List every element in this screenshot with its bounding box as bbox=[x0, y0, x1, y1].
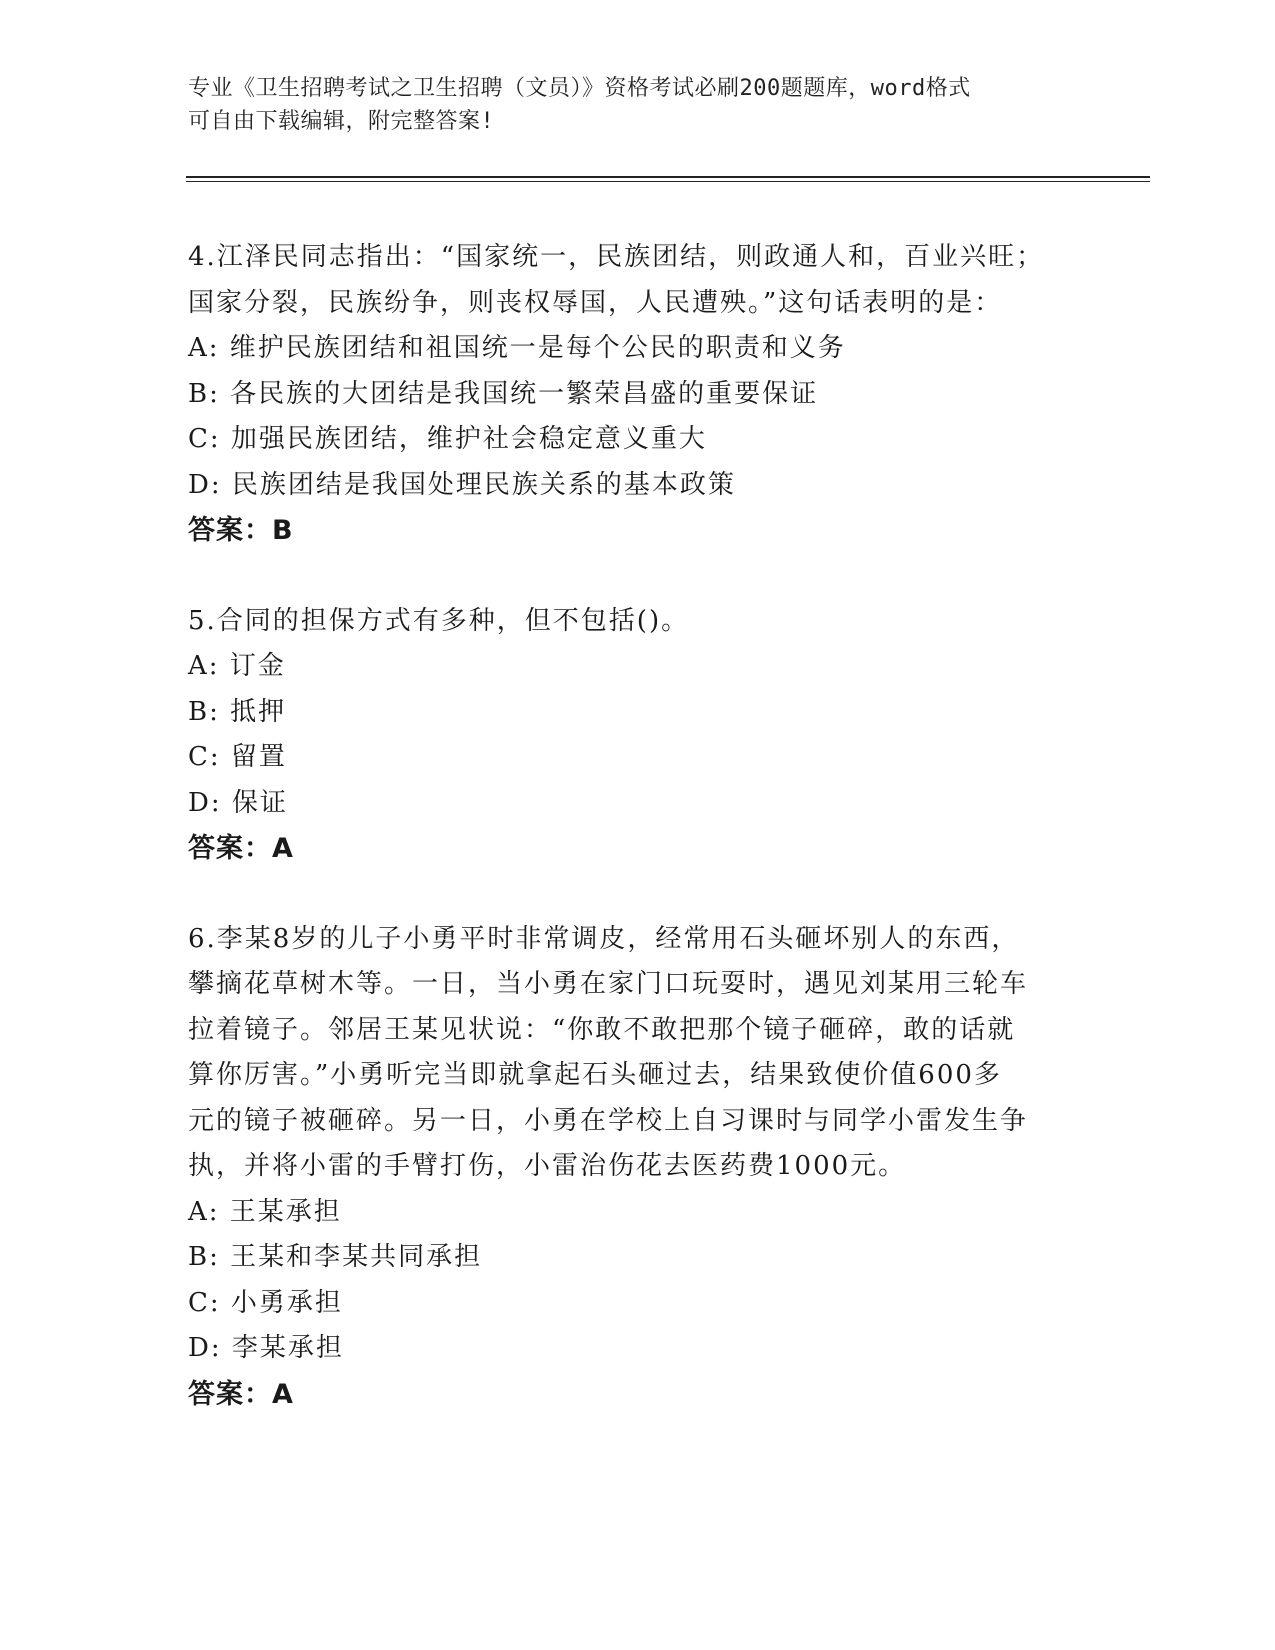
question-text: 算你厉害。”小勇听完当即就拿起石头砸过去，结果致使价值600多 bbox=[188, 1060, 1002, 1090]
question-text: 5.合同的担保方式有多种，但不包括()。 bbox=[188, 605, 690, 636]
header-line: 可自由下载编辑，附完整答案! bbox=[188, 109, 495, 134]
header-line: 专业《卫生招聘考试之卫生招聘（文员）》资格考试必刷200题题库，word格式 bbox=[188, 76, 971, 101]
question-list bbox=[188, 235, 1088, 1417]
option-a: A: 维护民族团结和祖国统一是每个公民的职责和义务 bbox=[188, 333, 846, 363]
option-b: B: 抵押 bbox=[188, 696, 287, 727]
question-5 bbox=[188, 599, 1088, 872]
question-text: 拉着镜子。邻居王某见状说：“你敢不敢把那个镜子砸碎，敢的话就 bbox=[188, 1014, 1016, 1045]
option-c: C: 加强民族团结，维护社会稳定意义重大 bbox=[188, 424, 707, 454]
question-spacer bbox=[188, 872, 1088, 917]
question-text: 国家分裂，民族纷争，则丧权辱国，人民遭殃。”这句话表明的是： bbox=[188, 287, 1003, 318]
question-spacer bbox=[188, 554, 1088, 599]
option-b: B: 王某和李某共同承担 bbox=[188, 1242, 483, 1272]
option-b: B: 各民族的大团结是我国统一繁荣昌盛的重要保证 bbox=[188, 378, 819, 409]
option-c: C: 小勇承担 bbox=[188, 1287, 343, 1318]
header-divider-thin bbox=[186, 181, 1150, 182]
option-a: A: 王某承担 bbox=[188, 1196, 342, 1227]
question-4 bbox=[188, 235, 1088, 554]
question-text: 4.江泽民同志指出：“国家统一，民族团结，则政通人和，百业兴旺； bbox=[188, 242, 1045, 272]
option-d: D: 保证 bbox=[188, 787, 288, 818]
document-header bbox=[188, 72, 1068, 138]
header-divider-thick bbox=[186, 176, 1150, 178]
option-a: A: 订金 bbox=[188, 651, 286, 681]
question-text: 6.李某8岁的儿子小勇平时非常调皮，经常用石头砸坏别人的东西， bbox=[188, 923, 1020, 954]
question-6 bbox=[188, 917, 1088, 1418]
option-d: D: 李某承担 bbox=[188, 1333, 344, 1363]
answer-label: 答案：B bbox=[188, 515, 294, 546]
answer-label: 答案：A bbox=[188, 1378, 294, 1410]
question-text: 攀摘花草树木等。一日，当小勇在家门口玩耍时，遇见刘某用三轮车 bbox=[188, 969, 1029, 999]
option-d: D: 民族团结是我国处理民族关系的基本政策 bbox=[188, 469, 736, 500]
question-text: 元的镜子被砸碎。另一日，小勇在学校上自习课时与同学小雷发生争 bbox=[188, 1105, 1029, 1136]
answer-label: 答案：A bbox=[188, 833, 294, 864]
option-c: C: 留置 bbox=[188, 742, 287, 772]
question-text: 执，并将小雷的手臂打伤，小雷治伤花去医药费1000元。 bbox=[188, 1151, 907, 1181]
